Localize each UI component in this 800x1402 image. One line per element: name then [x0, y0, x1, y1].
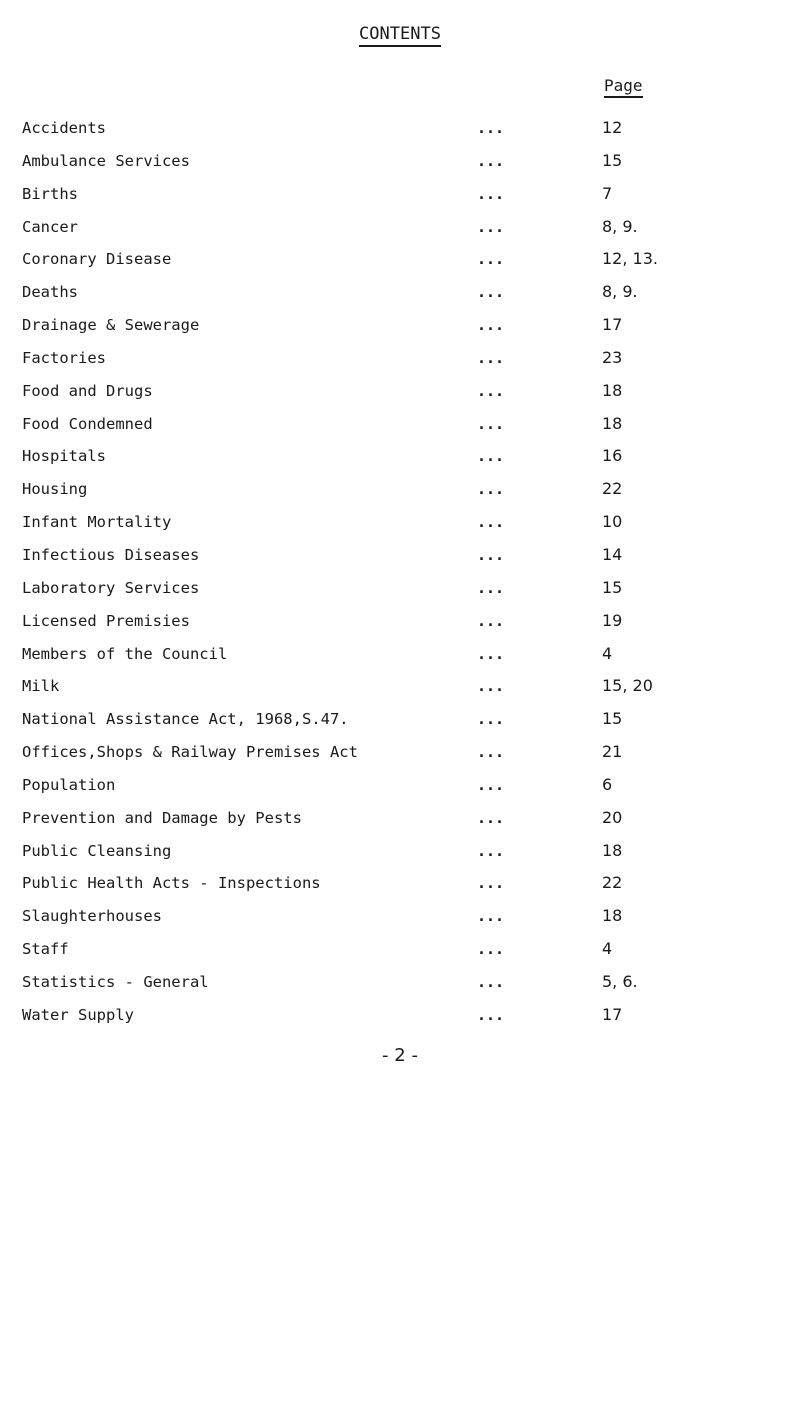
- entry-page-numbers: 20: [602, 807, 623, 827]
- page-title-text: CONTENTS: [359, 24, 441, 47]
- contents-entry: [0, 445, 800, 478]
- entry-subject: Members of the Council: [22, 644, 228, 663]
- entry-page-numbers: 8, 9.: [602, 216, 638, 236]
- entry-page-numbers: 14: [602, 544, 623, 564]
- contents-entry: [0, 150, 800, 183]
- entry-subject: Public Cleansing: [22, 841, 172, 860]
- contents-entry: [0, 643, 800, 676]
- contents-entry: [0, 478, 800, 511]
- entry-subject: Food Condemned: [22, 414, 153, 433]
- entry-subject: Cancer: [22, 217, 78, 236]
- entry-subject: Statistics - General: [22, 972, 209, 991]
- contents-entry: [0, 938, 800, 971]
- entry-page-numbers: 16: [602, 446, 623, 466]
- contents-entry: [0, 281, 800, 314]
- contents-entry: [0, 971, 800, 1004]
- entry-page-numbers: 19: [602, 610, 623, 630]
- entry-page-numbers: 22: [602, 479, 623, 499]
- contents-entry: [0, 675, 800, 708]
- entry-page-numbers: 15: [602, 709, 623, 729]
- contents-entry: [0, 774, 800, 807]
- page-column-header: [604, 76, 643, 98]
- page-column-header-text: Page: [604, 77, 643, 98]
- entry-subject: Accidents: [22, 119, 106, 137]
- entry-page-numbers: 4: [602, 939, 613, 959]
- entry-dot-leader: ...: [477, 972, 505, 991]
- entry-dot-leader: ...: [477, 808, 505, 827]
- contents-entry: [0, 741, 800, 774]
- contents-entry: [0, 380, 800, 413]
- entry-page-numbers: 21: [602, 742, 623, 762]
- entry-subject: Offices,Shops & Railway Premises Act: [22, 743, 358, 762]
- entry-page-numbers: 7: [602, 183, 613, 203]
- entry-page-numbers: 8, 9.: [602, 282, 638, 302]
- entry-dot-leader: ...: [477, 119, 505, 137]
- contents-entry: [0, 413, 800, 446]
- entry-subject: Public Health Acts - Inspections: [22, 874, 321, 893]
- entry-page-numbers: 18: [602, 413, 623, 433]
- entry-subject: Licensed Premisies: [22, 611, 190, 630]
- entry-dot-leader: ...: [477, 775, 505, 794]
- entry-dot-leader: ...: [477, 184, 505, 203]
- entry-page-numbers: 5, 6.: [602, 971, 638, 991]
- entry-subject: Hospitals: [22, 447, 106, 466]
- entry-dot-leader: ...: [477, 381, 505, 400]
- entry-dot-leader: ...: [477, 545, 505, 564]
- entry-subject: Infectious Diseases: [22, 545, 200, 564]
- entry-subject: Factories: [22, 348, 106, 367]
- entry-dot-leader: ...: [477, 710, 505, 729]
- entry-page-numbers: 15: [602, 577, 623, 597]
- entry-subject: Ambulance Services: [22, 151, 190, 170]
- contents-entry: [0, 511, 800, 544]
- entry-subject: Slaughterhouses: [22, 907, 162, 926]
- entry-dot-leader: ...: [477, 513, 505, 532]
- contents-entry: [0, 347, 800, 380]
- contents-entry: [0, 807, 800, 840]
- entry-dot-leader: ...: [477, 940, 505, 959]
- entry-dot-leader: ...: [477, 1005, 505, 1024]
- entry-dot-leader: ...: [477, 480, 505, 499]
- entry-page-numbers: 22: [602, 873, 623, 893]
- entry-page-numbers: 17: [602, 315, 623, 335]
- entry-subject: Staff: [22, 940, 69, 959]
- contents-entry: [0, 248, 800, 281]
- contents-entry: [0, 872, 800, 905]
- entry-page-numbers: 23: [602, 347, 623, 367]
- entry-subject: Prevention and Damage by Pests: [22, 808, 302, 827]
- entry-subject: Population: [22, 775, 116, 794]
- entry-subject: National Assistance Act, 1968,S.47.: [22, 710, 349, 729]
- entry-subject: Housing: [22, 480, 88, 499]
- entry-dot-leader: ...: [477, 414, 505, 433]
- entry-page-numbers: 12, 13.: [602, 249, 658, 269]
- entry-dot-leader: ...: [477, 348, 505, 367]
- entry-subject: Coronary Disease: [22, 250, 172, 269]
- entry-page-numbers: 15, 20: [602, 676, 653, 696]
- contents-entry: [0, 708, 800, 741]
- contents-entry: [0, 216, 800, 249]
- contents-entry: [0, 544, 800, 577]
- entry-dot-leader: ...: [477, 578, 505, 597]
- entry-dot-leader: ...: [477, 250, 505, 269]
- contents-entry: [0, 1004, 800, 1037]
- entry-page-numbers: 17: [602, 1004, 623, 1024]
- entry-dot-leader: ...: [477, 447, 505, 466]
- entry-page-numbers: 18: [602, 906, 623, 926]
- entry-subject: Drainage & Sewerage: [22, 316, 200, 335]
- contents-entry: [0, 117, 800, 150]
- entry-dot-leader: ...: [477, 677, 505, 696]
- entry-page-numbers: 4: [602, 643, 613, 663]
- entry-page-numbers: 18: [602, 840, 623, 860]
- entry-dot-leader: ...: [477, 283, 505, 302]
- page-number-footer: - 2 -: [382, 1045, 418, 1066]
- entry-dot-leader: ...: [477, 743, 505, 762]
- page-title: [0, 24, 800, 47]
- contents-entry: [0, 577, 800, 610]
- entry-dot-leader: ...: [477, 644, 505, 663]
- entry-subject: Laboratory Services: [22, 578, 200, 597]
- entry-subject: Milk: [22, 677, 60, 696]
- contents-entry: [0, 610, 800, 643]
- entry-subject: Infant Mortality: [22, 513, 172, 532]
- entry-dot-leader: ...: [477, 316, 505, 335]
- entry-subject: Water Supply: [22, 1005, 134, 1024]
- entry-dot-leader: ...: [477, 907, 505, 926]
- entry-page-numbers: 6: [602, 774, 613, 794]
- entry-page-numbers: 12: [602, 118, 623, 137]
- entry-dot-leader: ...: [477, 151, 505, 170]
- contents-entry: [0, 183, 800, 216]
- contents-entry: [0, 314, 800, 347]
- contents-entry: [0, 840, 800, 873]
- entry-dot-leader: ...: [477, 217, 505, 236]
- entry-subject: Deaths: [22, 283, 78, 302]
- entry-dot-leader: ...: [477, 874, 505, 893]
- entry-dot-leader: ...: [477, 611, 505, 630]
- contents-list: [0, 117, 800, 1037]
- contents-entry: [0, 905, 800, 938]
- entry-page-numbers: 10: [602, 512, 623, 532]
- entry-page-numbers: 18: [602, 380, 623, 400]
- entry-subject: Births: [22, 184, 78, 203]
- entry-page-numbers: 15: [602, 150, 623, 170]
- entry-subject: Food and Drugs: [22, 381, 153, 400]
- entry-dot-leader: ...: [477, 841, 505, 860]
